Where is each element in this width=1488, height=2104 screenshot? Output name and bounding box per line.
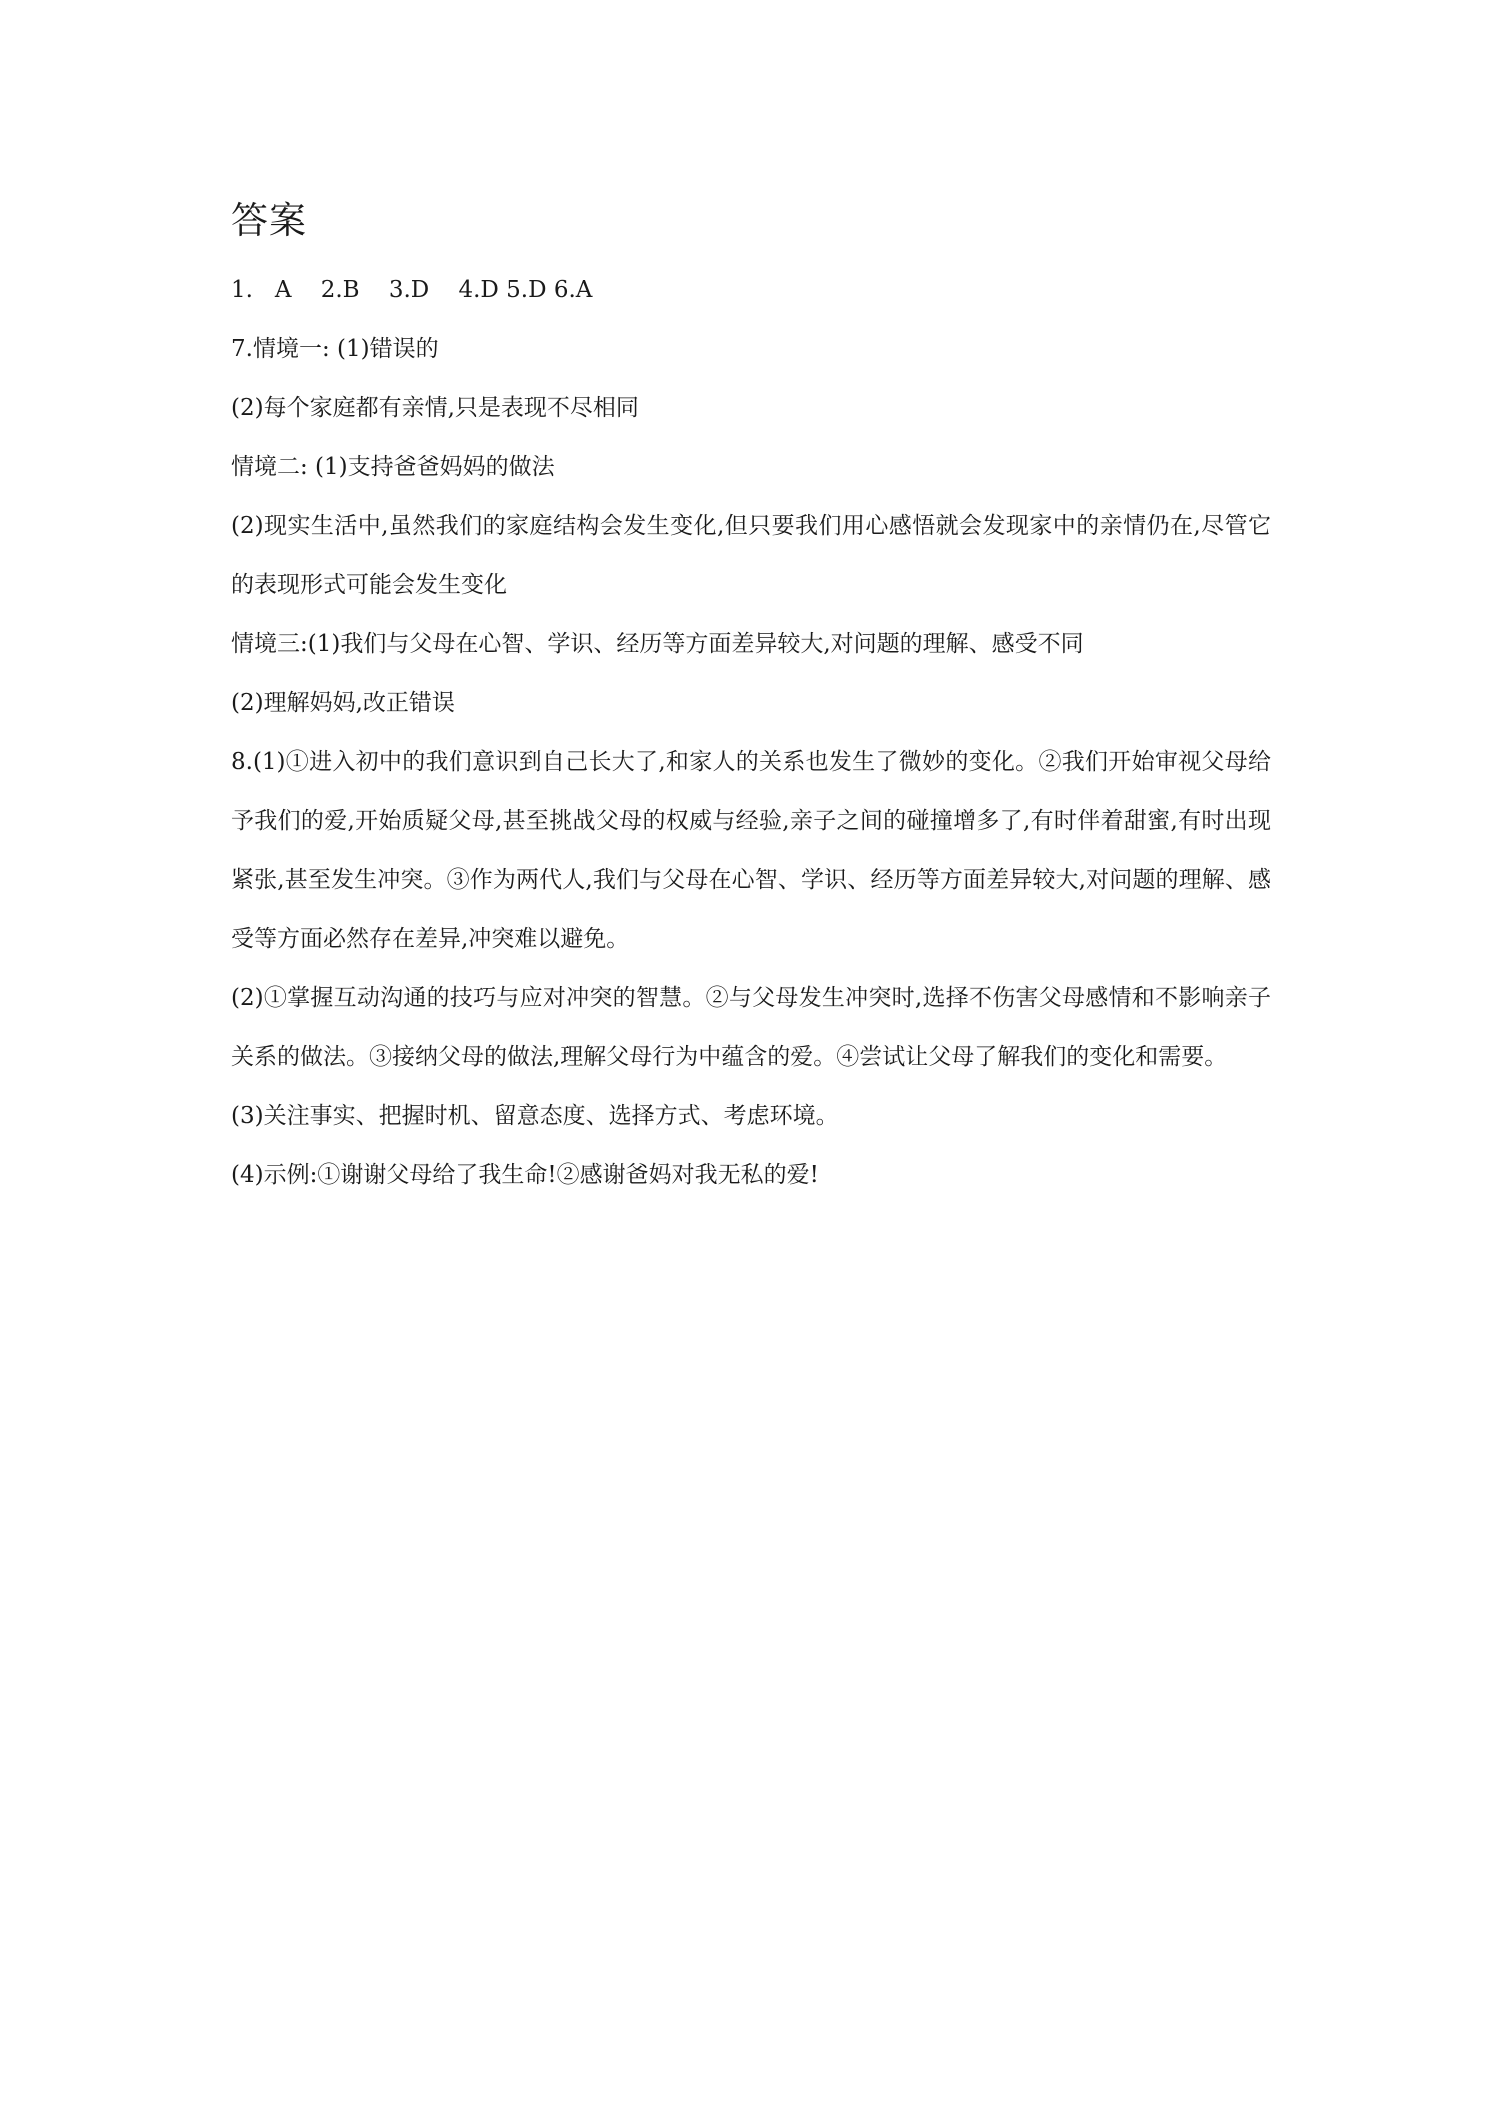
answer-7-scenario-2-part-2: (2)现实生活中,虽然我们的家庭结构会发生变化,但只要我们用心感悟就会发现家中的亲情仍在,尽管它的表现形式可能会发生变化 (231, 513, 1271, 598)
answer-7-scenario-1-part-1: 7.情境一: (1)错误的 (231, 336, 439, 362)
answer-7-scenario-3-part-2: (2)理解妈妈,改正错误 (231, 690, 455, 716)
answer-8-part-3: (3)关注事实、把握时机、留意态度、选择方式、考虑环境。 (231, 1103, 839, 1129)
answer-choice-questions: 1. A 2.B 3.D 4.D 5.D 6.A (231, 277, 593, 303)
answer-8-part-1: 8.(1)①进入初中的我们意识到自己长大了,和家人的关系也发生了微妙的变化。②我们开始审视父母给予我们的爱,开始质疑父母,甚至挑战父母的权威与经验,亲子之间的碰撞增多了,有时伴着甜蜜,有时出现紧张,甚至发生冲突。③作为两代人,我们与父母在心智、学识、经历等方面差异较大,对问题的理解、感受等方面必然存在差异,冲突难以避免。 (231, 749, 1271, 952)
answer-8-part-4: (4)示例:①谢谢父母给了我生命!②感谢爸妈对我无私的爱! (231, 1162, 819, 1188)
answer-7-scenario-1-part-2: (2)每个家庭都有亲情,只是表现不尽相同 (231, 395, 639, 421)
answer-document (231, 195, 1271, 1205)
answer-7-scenario-2-part-1: 情境二: (1)支持爸爸妈妈的做法 (231, 454, 555, 480)
page-title: 答案 (231, 199, 307, 242)
answer-7-scenario-3-part-1: 情境三:(1)我们与父母在心智、学识、经历等方面差异较大,对问题的理解、感受不同 (231, 631, 1084, 657)
answer-8-part-2: (2)①掌握互动沟通的技巧与应对冲突的智慧。②与父母发生冲突时,选择不伤害父母感情和不影响亲子关系的做法。③接纳父母的做法,理解父母行为中蕴含的爱。④尝试让父母了解我们的变化和需要。 (231, 985, 1271, 1070)
